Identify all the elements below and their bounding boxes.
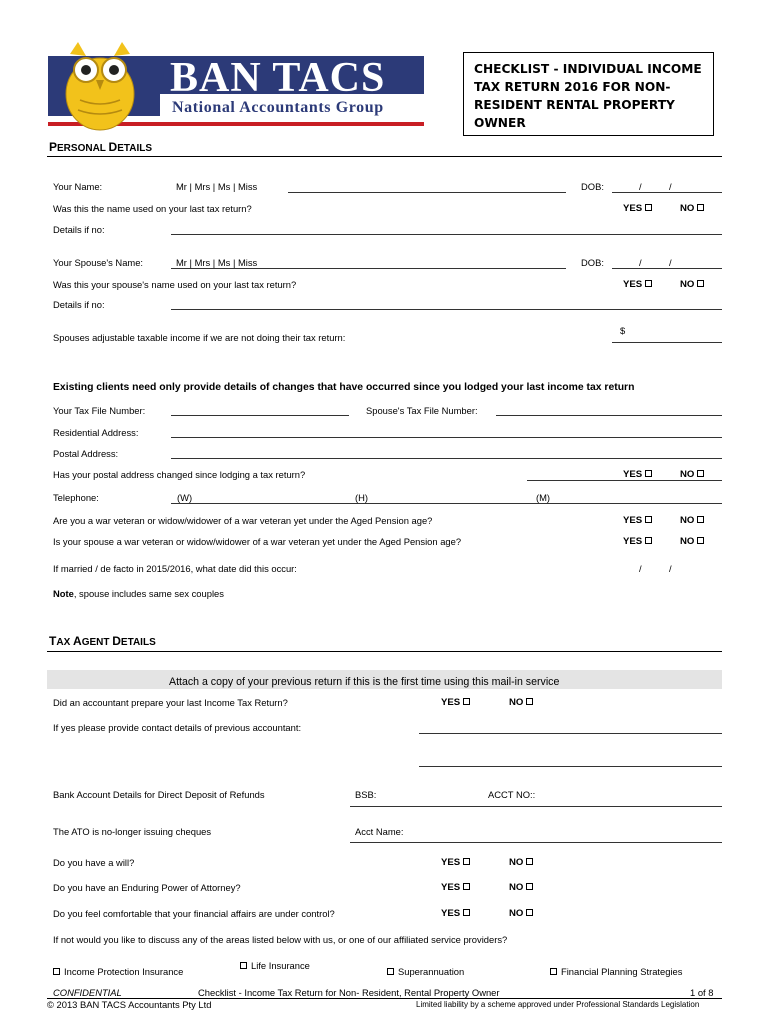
tel-h-label: (H) (355, 492, 369, 503)
war-veteran-yes[interactable]: YES (623, 515, 652, 526)
footer-doc-title: Checklist - Income Tax Return for Non- Resident, Rental Property Owner (198, 987, 500, 998)
dob-label: DOB: (581, 181, 604, 192)
spouse-name-label: Your Spouse's Name: (53, 257, 144, 268)
name-used-question: Was this the name used on your last tax return? (53, 203, 252, 214)
accountant-prepared-no[interactable]: NO (509, 697, 533, 708)
accountant-prepared-yes[interactable]: YES (441, 697, 470, 708)
dob-slash: / (669, 181, 672, 192)
name-used-no[interactable]: NO (680, 203, 704, 214)
spouse-income-label: Spouses adjustable taxable income if we are not doing their tax return: (53, 332, 346, 343)
war-veteran-no[interactable]: NO (680, 515, 704, 526)
spouse-title-options[interactable]: Mr | Mrs | Ms | Miss (176, 257, 258, 268)
checkbox-icon (463, 858, 470, 865)
checkbox-icon (53, 968, 60, 975)
checkbox-icon (550, 968, 557, 975)
checkbox-icon (645, 516, 652, 523)
bank-details-field[interactable] (350, 806, 722, 807)
checkbox-icon (463, 698, 470, 705)
dollar-sign: $ (620, 325, 626, 336)
accountant-prepared-question: Did an accountant prepare your last Income Tax Return? (53, 697, 288, 708)
checkbox-icon (697, 516, 704, 523)
checkbox-icon (526, 698, 533, 705)
title-options[interactable]: Mr | Mrs | Ms | Miss (176, 181, 258, 192)
footer-liability: Limited liability by a scheme approved under Professional Standards Legislation (416, 1000, 700, 1009)
spouse-dob-field[interactable] (612, 268, 722, 269)
spouse-note: Note, spouse includes same sex couples (53, 588, 224, 599)
will-no[interactable]: NO (509, 857, 533, 868)
spouse-war-veteran-no[interactable]: NO (680, 536, 704, 547)
acct-name-label: Acct Name: (355, 826, 404, 837)
spouse-name-used-no[interactable]: NO (680, 279, 704, 290)
married-date-question: If married / de facto in 2015/2016, what date did this occur: (53, 563, 297, 574)
previous-accountant-field-2[interactable] (419, 766, 722, 767)
date-slash: / (639, 563, 642, 574)
existing-clients-note: Existing clients need only provide details of changes that have occurred since you lodged your last income tax return (53, 382, 635, 393)
postal-field[interactable] (171, 458, 722, 459)
section-divider (47, 651, 722, 652)
checkbox-icon (526, 858, 533, 865)
your-name-field[interactable] (288, 192, 566, 193)
logo (48, 36, 424, 132)
tax-agent-heading: TAX AGENT DETAILS (49, 634, 156, 648)
acct-no-label: ACCT NO:: (488, 789, 536, 800)
spouse-details-if-no-field[interactable] (171, 309, 722, 310)
checkbox-icon (697, 470, 704, 477)
checkbox-icon (526, 909, 533, 916)
epa-yes[interactable]: YES (441, 882, 470, 893)
comfortable-no[interactable]: NO (509, 908, 533, 919)
spouse-tfn-label: Spouse's Tax File Number: (366, 405, 478, 416)
footer-confidential: CONFIDENTIAL (53, 987, 122, 998)
checkbox-icon (240, 962, 247, 969)
checkbox-icon (645, 470, 652, 477)
will-question: Do you have a will? (53, 857, 135, 868)
checkbox-icon (463, 909, 470, 916)
dob-slash: / (669, 257, 672, 268)
dob-field[interactable] (612, 192, 722, 193)
previous-accountant-label: If yes please provide contact details of previous accountant: (53, 722, 302, 733)
comfortable-question: Do you feel comfortable that your financial affairs are under control? (53, 908, 335, 919)
option-financial-planning[interactable]: Financial Planning Strategies (550, 966, 682, 977)
footer-copyright: © 2013 BAN TACS Accountants Pty Ltd (47, 999, 212, 1010)
telephone-label: Telephone: (53, 492, 99, 503)
residential-label: Residential Address: (53, 427, 139, 438)
spouse-income-field[interactable] (612, 342, 722, 343)
option-superannuation[interactable]: Superannuation (387, 966, 464, 977)
footer-page-number: 1 of 8 (690, 987, 714, 998)
checkbox-icon (645, 537, 652, 544)
postal-label: Postal Address: (53, 448, 119, 459)
spouse-war-veteran-question: Is your spouse a war veteran or widow/widower of a war veteran yet under the Aged Pension age? (53, 536, 462, 547)
previous-accountant-field-1[interactable] (419, 733, 722, 734)
tfn-label: Your Tax File Number: (53, 405, 146, 416)
married-date-field[interactable] (612, 563, 722, 575)
checkbox-icon (697, 537, 704, 544)
dob-slash: / (639, 181, 642, 192)
postal-changed-question: Has your postal address changed since lodging a tax return? (53, 469, 306, 480)
attach-note: Attach a copy of your previous return if this is the first time using this mail-in service (169, 676, 560, 688)
details-if-no-label: Details if no: (53, 224, 105, 235)
postal-changed-yes[interactable]: YES (623, 469, 652, 480)
epa-no[interactable]: NO (509, 882, 533, 893)
ato-note: The ATO is no-longer issuing cheques (53, 826, 212, 837)
checkbox-icon (645, 204, 652, 211)
details-if-no-field[interactable] (171, 234, 722, 235)
comfortable-yes[interactable]: YES (441, 908, 470, 919)
spouse-war-veteran-yes[interactable]: YES (623, 536, 652, 547)
dob-slash: / (639, 257, 642, 268)
postal-changed-line (527, 480, 722, 481)
option-life-insurance[interactable]: Life Insurance (240, 960, 310, 971)
will-yes[interactable]: YES (441, 857, 470, 868)
logo-tagline: National Accountants Group (172, 99, 384, 116)
spouse-name-used-question: Was this your spouse's name used on your last tax return? (53, 279, 297, 290)
checkbox-icon (526, 883, 533, 890)
checkbox-icon (645, 280, 652, 287)
logo-brand: BAN TACS (170, 55, 386, 101)
option-income-protection[interactable]: Income Protection Insurance (53, 966, 183, 977)
name-used-yes[interactable]: YES (623, 203, 652, 214)
tel-m-label: (M) (536, 492, 551, 503)
bsb-label: BSB: (355, 789, 377, 800)
section-divider (47, 156, 722, 157)
epa-question: Do you have an Enduring Power of Attorney? (53, 882, 241, 893)
your-name-label: Your Name: (53, 181, 103, 192)
discuss-question: If not would you like to discuss any of the areas listed below with us, or one of our affiliated service providers? (53, 934, 508, 945)
spouse-name-used-yes[interactable]: YES (623, 279, 652, 290)
date-slash: / (669, 563, 672, 574)
tel-w-label: (W) (177, 492, 193, 503)
checkbox-icon (697, 204, 704, 211)
acct-name-field[interactable] (350, 842, 722, 843)
postal-changed-no[interactable]: NO (680, 469, 704, 480)
checklist-title: CHECKLIST - INDIVIDUAL INCOME TAX RETURN 2016 FOR NON-RESIDENT RENTAL PROPERTY OWNER (463, 52, 714, 136)
bank-details-label: Bank Account Details for Direct Deposit of Refunds (53, 789, 265, 800)
personal-details-heading: PERSONAL DETAILS (49, 140, 153, 154)
checkbox-icon (463, 883, 470, 890)
spouse-name-field[interactable] (171, 268, 566, 269)
checkbox-icon (697, 280, 704, 287)
checkbox-icon (387, 968, 394, 975)
residential-field[interactable] (171, 437, 722, 438)
spouse-details-if-no-label: Details if no: (53, 299, 105, 310)
spouse-dob-label: DOB: (581, 257, 604, 268)
war-veteran-question: Are you a war veteran or widow/widower of a war veteran yet under the Aged Pension age? (53, 515, 433, 526)
telephone-field[interactable] (171, 503, 722, 504)
spouse-tfn-field[interactable] (496, 415, 722, 416)
tfn-field[interactable] (171, 415, 349, 416)
